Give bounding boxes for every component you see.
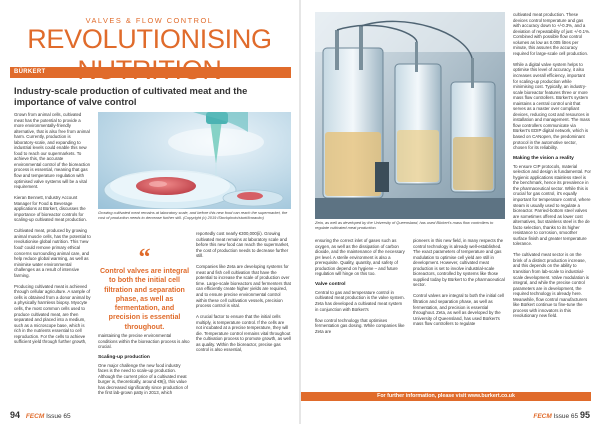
quote-mark-icon: “ <box>138 245 151 271</box>
article-subhead: Industry-scale production of cultivated meat and the importance of valve control <box>14 85 248 108</box>
section-kicker: VALVES & FLOW CONTROL <box>85 16 214 25</box>
left-footer <box>10 410 71 420</box>
photo-caption: Growing cultivated meat remains at laboratory scale, and before this new food can reach the supermarket, the cost of production needs to decrease further still. (Copyright (c) 2019 iStockphoto/sturti/Iraraoko) <box>98 210 288 220</box>
text-column-1 <box>14 112 91 350</box>
body-paragraph: flow control technology that optimises fermentation gas dosing. While companies like Zeta are <box>315 317 405 334</box>
article-headline: REVOLUTIONISING <box>27 24 272 54</box>
body-paragraph: Central to gas and temperature control in cultivated meat production is the valve system. Zeta has developed a cultivated meat system in conjunction with Bürkert's <box>315 289 405 312</box>
body-paragraph: A crucial factor to ensure that the initial cells multiply, is temperature control. If the cells are not incubated at a precise temperature, they will die. Temperature control remains vital throughout the cultivation process to promote growth, as well as quality. Within the bioreactor, precise gas control is also essential, <box>196 314 291 353</box>
byline-paragraph: Kieran Bennett, Industry Account Manager for Food & Beverage applications at Bürkert, discusses the importance of bioreactor controls for scaling-up cultivated meat production. <box>14 195 87 223</box>
body-paragraph: ensuring the correct inlet of gases such as oxygen, as well as the dissipation of carbon dioxide, and the maintenance of the necessary pH level. A sterile environment is also a prerequisite. Quality, quantity, and safety of production depend on hygiene – and future regulation will hinge on this too. <box>315 238 405 277</box>
petri-dish-photo <box>98 112 291 209</box>
text-column-b <box>413 238 505 332</box>
body-paragraph: While a digital valve system helps to optimise this level of accuracy, it also increases overall efficiency, important for scaling-up production while minimising cost. Typically, an industry-scale bioreactor features three or more mass flow controllers. Bürkert's system maintains a central control unit that serves as a master over compliant devices, reducing cost and resources in installation and management. The mass flow controllers communicate via Bürkert's EDIP digital network, which is based on CANopen, the predominant protocol in the automotive sector, chosen for its reliability. <box>513 61 590 151</box>
body-paragraph: One major challenge the new food industry faces is the need to scale-up production. Although the current price of a cultivated meat burger is, theoretically, around €9(i), this value has decreased significantly since production of the first lab-grown patty in 2013, which <box>98 362 188 396</box>
section-heading-scaling: Scaling-up production <box>98 355 150 361</box>
body-paragraph: maintaining the precise environmental conditions within the bioreaction process is also crucial. <box>98 333 190 350</box>
left-page <box>0 0 299 424</box>
section-heading-vision: Making the vision a reality <box>513 156 574 162</box>
page-number: 95 <box>579 410 590 420</box>
pull-quote-text: Control valves are integral to both the initial cell filtration and separation phase, as well as fermentation, and precision is essential throughout. <box>99 267 190 331</box>
body-paragraph: reportedly cost nearly €300,000(ii). Growing cultivated meat remains at laboratory scale and before this new food can reach the supermarket, the cost of production needs to decrease further still. <box>196 231 290 259</box>
magazine-logo: FECM <box>533 413 552 420</box>
intro-paragraph: Grown from animal cells, cultivated meat has the potential to provide a more environmentally-friendly alternative, that is also free from animal harm. Currently, production is laboratory-scale, and expanding to industrial levels could enable this new food to reach our supermarkets. To achieve this, the accurate environmental control of the bioreaction process is essential, meaning that gas flow and temperature regulation with optimised valve systems will be a vital requirement. <box>14 112 91 190</box>
lab-photo-caption: Zeta, as well as developed by the University of Queensland, has used Bürkert's mass flow controllers to regulate cultivated meat production. <box>315 220 494 230</box>
body-paragraph: To ensure CIP protocols, material selection and design is fundamental. For hygienic applications stainless steel is the benchmark, hence its prevalence in the pharmaceutical sector. While this is crucial for gas control, it's equally important for temperature control, where steam is usually used to regulate a bioreactor. Parried-bottom steel valves are sometimes offered as lower cost alternatives, but stainless steel is the de facto selection, thanks to its higher resistance to corrosion, smoother surface finish and greater temperature tolerance. <box>513 163 591 247</box>
page-number: 94 <box>10 410 21 420</box>
further-info-link[interactable]: For further information, please visit www.burkert.co.uk <box>377 393 515 399</box>
petri-dish-illustration <box>98 112 291 209</box>
body-paragraph: Companies like Zeta are developing systems for meat and fish cell cultivation that have the potential to increase the scale of production over time. Large-scale bioreactors and fermenters that can efficiently create higher yields are required, and to ensure precise environmental control within these cell cultivation vessels, precision process control is vital. <box>196 264 291 309</box>
company-tag-bar <box>10 67 291 78</box>
body-paragraph: pioneers in this new field, in many respects the control technology is already well-established. The exact parameters of temperature and gas modulation to optimise cell yield are still in development. However, cultivated meat production is set to involve industrial-scale bioreactors, controlled by systems like those supplied today by Bürkert to the pharmaceutical sector. <box>413 238 505 288</box>
text-column-c <box>513 12 591 324</box>
body-paragraph: cultivated meat production. These devices control temperature and gas with accuracy down to +/-0.3%, and a deviation of repeatability of just +/-0.1%. Combined with possible flow control volumes as low as 0.005 litres per minute, this assures the accuracy required for large-scale cell production. <box>513 12 591 56</box>
further-info-bar <box>301 392 591 401</box>
magazine-logo: FECM <box>25 413 45 420</box>
bioreactor-lab-photo <box>315 12 505 219</box>
issue-number: Issue 65 <box>46 413 71 420</box>
right-footer <box>533 410 590 420</box>
pull-quote <box>98 245 191 332</box>
section-heading-valve-control: Valve control <box>315 282 346 288</box>
body-paragraph: Cultivated meat, produced by growing animal muscle cells, has the potential to revolutionise global nutrition. This 'new food' could remove primary ethical concerns surrounding animal care, and help reduce global warming, as well as minimise water environmental challenges as a result of intensive farming. <box>14 228 91 278</box>
bioreactor-illustration <box>315 12 505 219</box>
company-tag-label: BÜRKERT <box>14 68 46 75</box>
body-paragraph: Producing cultivated meat is achieved through cellular agriculture. A sample of cells is obtained from a donor animal by a physically harmless biopsy. Myocyte cells, the most common cells used to produce cultivated meat, are then separated and placed into a medium, such as a microscope base, which is rich in the nutrients essential to cell reproduction. For the cells to achieve sufficient yield through further growth, <box>14 283 91 345</box>
text-column-a <box>315 238 405 340</box>
right-page <box>301 0 600 424</box>
text-column-2 <box>98 333 191 401</box>
body-paragraph: The cultivated meat sector is on the brink of a distinct production increase, and this depends on the ability to transition from lab-scale to industrial-scale development. Valve modulation is integral, and while the precise control parameters are in development, the required technology is already here. Meanwhile, flow control manufacturers like Bürkert continue to fine-tune the process with innovators in this revolutionary new field. <box>513 252 589 319</box>
issue-number: Issue 65 <box>553 413 579 420</box>
body-paragraph: Control valves are integral to both the initial cell filtration and separation phase, as well as fermentation, and precision is essential throughout. Zeta, as well as developed by the University of Queensland, has used Bürkert's mass flow controllers to regulate <box>413 293 505 327</box>
text-column-3 <box>196 231 291 358</box>
